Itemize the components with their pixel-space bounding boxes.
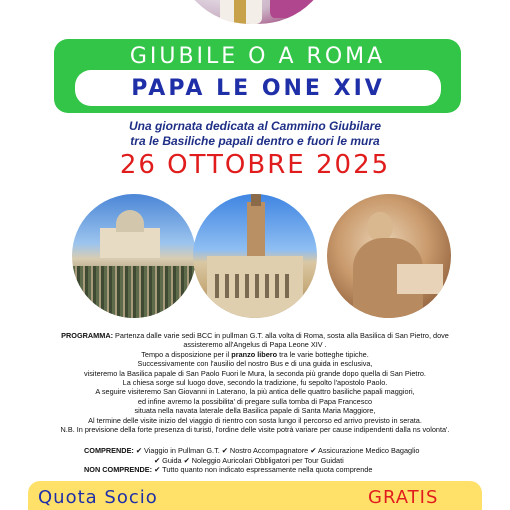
program-line-10: Al termine delle visite inizio del viaggio di rientro con sosta lungo il percorso ed arrivo previsto in serata. — [88, 415, 422, 425]
comprende-line-1: ✔ Viaggio in Pullman G.T. ✔ Nostro Accompagnatore ✔ Assicurazione Medico Bagaglio — [135, 446, 420, 455]
program-line-9: situata nella navata laterale della Basilica papale di Santa Maria Maggiore, — [134, 406, 376, 416]
quota-value: GRATIS — [368, 487, 439, 508]
includes-section — [40, 446, 480, 475]
non-comprende-text: ✔ Tutto quanto non indicato espressamente nella quota comprende — [152, 465, 373, 475]
program-line-8: ed infine avremo la possibilita' di pregare sulla tomba di Papa Francesco — [137, 396, 373, 406]
comprende-label: COMPRENDE: — [84, 446, 134, 455]
quota-label: Quota Socio — [38, 487, 158, 508]
program-line-2: assisteremo all'Angelus di Papa Leone XIV . — [183, 340, 327, 350]
subtitle-line-1: Una giornata dedicata al Cammino Giubilare — [128, 119, 382, 133]
san-pietro-photo — [72, 194, 196, 318]
title-banner — [54, 39, 461, 113]
program-line-7: A seguire visiteremo San Giovanni in Laterano, la più antica delle quattro basiliche papali maggiori, — [95, 387, 415, 397]
subtitle — [60, 119, 450, 149]
program-line-1: Partenza dalle varie sedi BCC in pullman G.T. alla volta di Roma, sosta alla Basilica di San Pietro, dove — [113, 331, 449, 340]
event-date: 26 OTTOBRE 2025 — [119, 150, 391, 180]
non-comprende-label: NON COMPRENDE: — [84, 465, 153, 475]
statue-photo — [327, 194, 451, 318]
subtitle-line-2: tra le Basiliche papali dentro e fuori le mura — [130, 134, 380, 148]
program-lunch-highlight: pranzo libero — [231, 349, 278, 359]
title-line-2: PAPA LE ONE XIV — [131, 76, 385, 101]
program-label: PROGRAMMA: — [61, 331, 114, 340]
program-line-3-start: Tempo a disposizione per il — [141, 349, 232, 359]
program-line-4: Successivamente con l'ausilio del nostro Bus e di una guida in esclusiva, — [137, 359, 373, 369]
title-inner-box — [75, 70, 441, 106]
pope-photo — [174, 0, 334, 24]
quota-box — [28, 481, 482, 510]
comprende-line-2: ✔ Guida ✔ Noleggio Auricolari Obbligatori per Tour Guidati — [154, 455, 344, 465]
title-line-1: GIUBILE O A ROMA — [129, 44, 386, 69]
program-text — [30, 331, 480, 434]
santa-maria-maggiore-photo — [193, 194, 317, 318]
program-line-5: visiteremo la Basilica papale di San Paolo Fuori le Mura, la seconda più grande dopo quella di San Pietro. — [84, 368, 426, 378]
program-line-11: N.B. In previsione della forte presenza di turisti, l'ordine delle visite potrà variare per cause indipendenti dalla ns volonta'. — [60, 425, 450, 435]
program-line-6: La chiesa sorge sul luogo dove, secondo la tradizione, fu sepolto l'apostolo Paolo. — [122, 378, 388, 388]
program-line-3-end: tra le varie botteghe tipiche. — [277, 349, 369, 359]
